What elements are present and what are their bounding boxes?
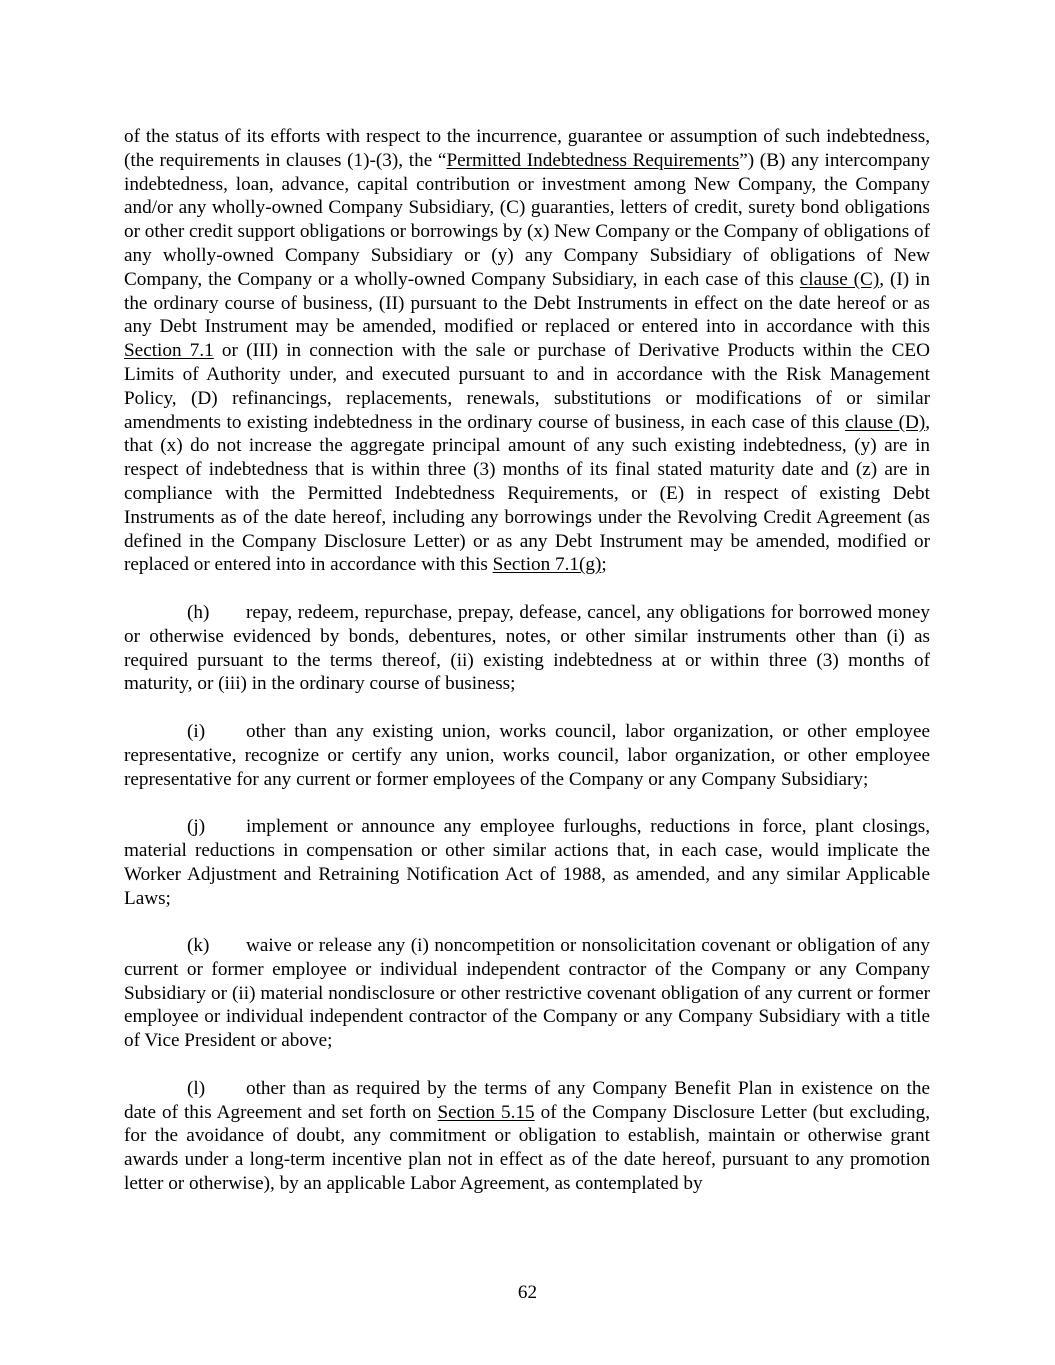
paragraph-l (124, 1077, 930, 1196)
item-label: (h) (187, 601, 210, 623)
item-text: waive or release any (i) noncompetition or nonsolicitation covenant or obligation of any current or former employee or individual independent contractor of the Company or any Company Subsidiary or (ii) material nondisclosure or other restrictive covenant obligation of any current or former employee or individual independent contractor of the Company or any Company Subsidiary with a title of Vice President or above; (124, 935, 930, 1052)
page-body (124, 125, 930, 1220)
item-text: implement or announce any employee furloughs, reductions in force, plant closings, material reductions in compensation or other similar actions that, in each case, would implicate the Worker Adjustment and Retraining Notification Act of 1988, as amended, and any similar Applicable Laws; (124, 816, 930, 909)
reference-clause-d: clause (D) (845, 411, 926, 433)
item-text: other than as required by the terms of any Company Benefit Plan in existence on the date of this Agreement and set forth on (124, 1077, 930, 1123)
item-label: (l) (187, 1077, 206, 1099)
reference-section-7-1-g: Section 7.1(g) (492, 554, 602, 576)
paragraph-j (124, 815, 930, 910)
reference-section-5-15: Section 5.15 (437, 1101, 535, 1123)
text: , that (x) do not increase the aggregate principal amount of any such existing indebtedness, (y) are in respect of indebtedness that is within three (3) months of its final stated maturity date and (z) are in compliance with the Permitted Indebtedness Requirements, or (E) in respect of existing Debt Instruments as of the date hereof, including any borrowings under the Revolving Credit Agreement (as defined in the Company Disclosure Letter) or as any Debt Instrument may be amended, modified or replaced or entered into in accordance with this (124, 411, 931, 576)
text: , (I) in the ordinary course of business, (II) pursuant to the Debt Instruments in effect on the date hereof or as any Debt Instrument may be amended, modified or replaced or entered into in accordance with this (124, 268, 930, 338)
page-number: 62 (517, 1282, 538, 1303)
item-text: repay, redeem, repurchase, prepay, defease, cancel, any obligations for borrowed money or otherwise evidenced by bonds, debentures, notes, or other similar instruments other than (i) as required pursuant to the terms thereof, (ii) existing indebtedness at or within three (3) months of maturity, or (iii) in the ordinary course of business; (124, 601, 930, 695)
reference-section-7-1: Section 7.1 (124, 340, 214, 362)
text: or (III) in connection with the sale or purchase of Derivative Products within the CEO Limits of Authority under, and executed pursuant to and in accordance with the Risk Management Policy, (D) refinancings, replacements, renewals, substitutions or modifications of or similar amendments to existing indebtedness in the ordinary course of business, in each case of this (124, 340, 930, 433)
item-text: other than any existing union, works council, labor organization, or other employee representative, recognize or certify any union, works council, labor organization, or other employee representative for any current or former employees of the Company or any Company Subsidiary; (124, 720, 930, 790)
text: ”) (B) any intercompany indebtedness, loan, advance, capital contribution or investment among New Company, the Company and/or any wholly-owned Company Subsidiary, (C) guaranties, letters of credit, surety bond obligations or other credit support obligations or borrowings by (x) New Company or the Company of obligations of any wholly-owned Company Subsidiary or (y) any Company Subsidiary of obligations of New Company, the Company or a wholly-owned Company Subsidiary, in each case of this (124, 149, 930, 290)
item-label: (k) (187, 935, 210, 957)
paragraph-h (124, 601, 930, 696)
reference-clause-c: clause (C) (799, 268, 880, 290)
item-label: (j) (187, 816, 206, 838)
paragraph-i (124, 720, 930, 791)
defined-term-permitted-indebtedness: Permitted Indebtedness Requirements (446, 149, 740, 171)
item-text: of the Company Disclosure Letter (but excluding, for the avoidance of doubt, any commitment or obligation to establish, maintain or otherwise grant awards under a long-term incentive plan not in effect as of the date hereof, pursuant to any promotion letter or otherwise), by an applicable Labor Agreement, as contemplated by (124, 1101, 930, 1195)
item-label: (i) (187, 720, 206, 742)
paragraph-k (124, 934, 930, 1053)
paragraph-continuation (124, 125, 930, 577)
text: of the status of its efforts with respect to the incurrence, guarantee or assumption of such indebtedness, (the requirements in clauses (1)-(3), the “ (124, 126, 930, 171)
text: ; (601, 554, 607, 576)
